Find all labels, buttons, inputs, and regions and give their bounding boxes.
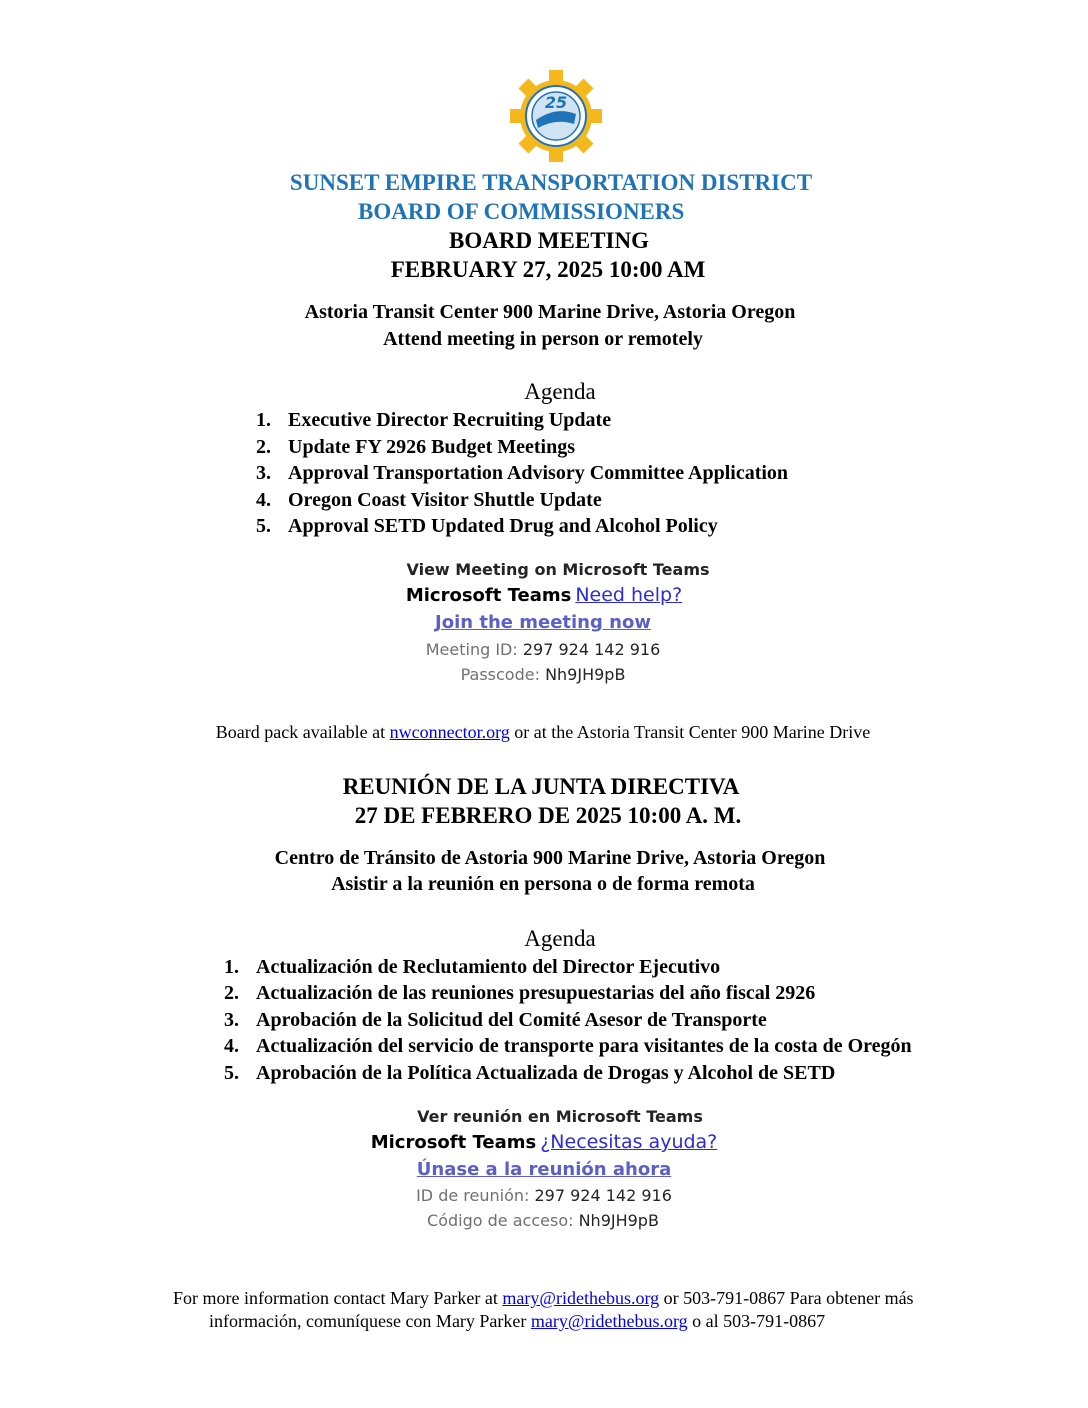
contact-line-2: información, comuníquese con Mary Parker mary@ridethebus.org o al 503-791-0867 (209, 1311, 826, 1331)
teams-app-label: Microsoft Teams (370, 1132, 537, 1153)
org-name: SUNSET EMPIRE TRANSPORTATION DISTRICT (289, 170, 813, 195)
nwconnector-link[interactable]: nwconnector.org (389, 722, 510, 742)
list-item: 5. Aprobación de la Política Actualizada de Drogas y Alcohol de SETD (224, 1062, 836, 1084)
email-link[interactable]: mary@ridethebus.org (502, 1288, 660, 1308)
agenda-heading-es: Agenda (524, 926, 596, 951)
meeting-id-es: ID de reunión: 297 924 142 916 (416, 1186, 672, 1205)
teams-line (406, 584, 682, 606)
meeting-title: BOARD MEETING (449, 228, 649, 253)
agenda-heading: Agenda (524, 379, 596, 404)
meeting-passcode: Passcode: Nh9JH9pB (460, 665, 626, 684)
board-name: BOARD OF COMMISSIONERS (358, 199, 685, 224)
meeting-id: Meeting ID: 297 924 142 916 (425, 640, 661, 659)
attend-note: Attend meeting in person or remotely (383, 328, 703, 350)
meeting-location-es: Centro de Tránsito de Astoria 900 Marine Drive, Astoria Oregon (274, 847, 826, 869)
list-item: 1. Actualización de Reclutamiento del Director Ejecutivo (224, 956, 721, 978)
board-pack-note: Board pack available at nwconnector.org or at the Astoria Transit Center 900 Marine Drive (215, 722, 871, 742)
list-item: 1. Executive Director Recruiting Update (256, 409, 612, 431)
list-item: 3. Approval Transportation Advisory Committee Application (256, 462, 789, 484)
setd-25-year-logo (508, 68, 604, 164)
meeting-date-es: 27 DE FEBRERO DE 2025 10:00 A. M. (354, 803, 742, 828)
meeting-location: Astoria Transit Center 900 Marine Drive, Astoria Oregon (304, 301, 796, 323)
join-meeting-link[interactable]: Join the meeting now (435, 612, 651, 633)
teams-heading: View Meeting on Microsoft Teams (406, 560, 710, 579)
join-meeting-link-es[interactable]: Únase a la reunión ahora (416, 1159, 672, 1180)
attend-note-es: Asistir a la reunión en persona o de forma remota (331, 873, 755, 895)
meeting-passcode-es: Código de acceso: Nh9JH9pB (427, 1211, 659, 1230)
need-help-link-es[interactable]: ¿Necesitas ayuda? (540, 1131, 718, 1153)
email-link[interactable]: mary@ridethebus.org (530, 1311, 688, 1331)
list-item: 2. Update FY 2926 Budget Meetings (256, 436, 576, 458)
list-item: 4. Oregon Coast Visitor Shuttle Update (256, 489, 602, 511)
meeting-title-es: REUNIÓN DE LA JUNTA DIRECTIVA (342, 774, 740, 799)
need-help-link[interactable]: Need help? (575, 584, 683, 606)
meeting-date: FEBRUARY 27, 2025 10:00 AM (390, 257, 706, 282)
list-item: 5. Approval SETD Updated Drug and Alcohol Policy (256, 515, 718, 537)
teams-heading-es: Ver reunión en Microsoft Teams (417, 1107, 703, 1126)
list-item: 3. Aprobación de la Solicitud del Comité Asesor de Transporte (224, 1009, 767, 1031)
teams-line-es (371, 1131, 718, 1153)
contact-line-1: For more information contact Mary Parker at mary@ridethebus.org or 503-791-0867 Para obtener más (173, 1288, 914, 1308)
list-item: 4. Actualización del servicio de transporte para visitantes de la costa de Oregón (224, 1035, 912, 1057)
list-item: 2. Actualización de las reuniones presupuestarias del año fiscal 2926 (224, 982, 816, 1004)
teams-app-label: Microsoft Teams (405, 585, 572, 606)
svg-text:25: 25 (544, 93, 568, 112)
